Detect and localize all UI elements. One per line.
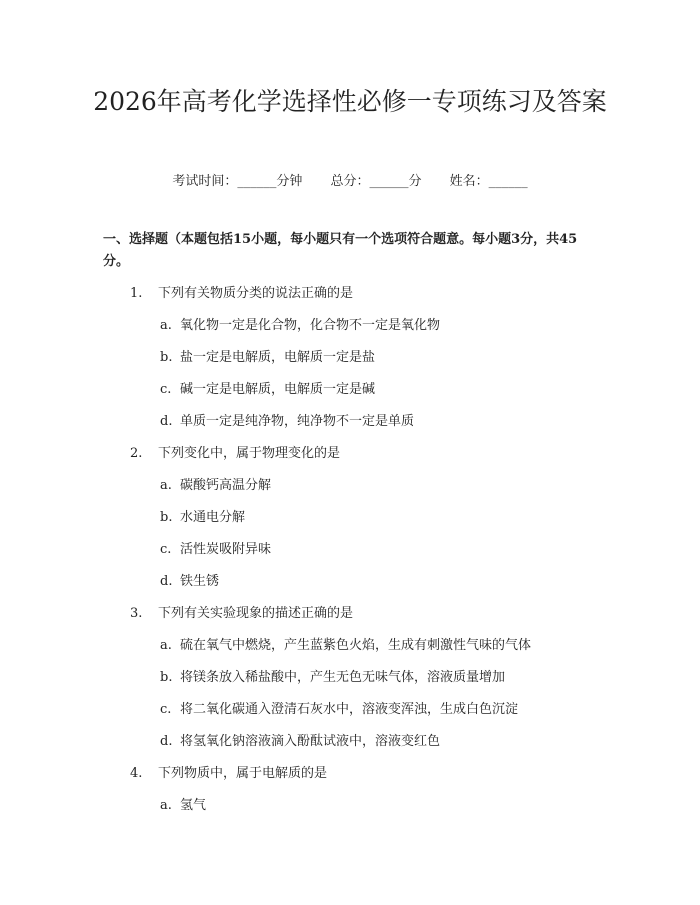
option-letter: b.: [160, 350, 173, 365]
option-text: 碱一定是电解质，电解质一定是碱: [180, 382, 376, 397]
option-text: 单质一定是纯净物，纯净物不一定是单质: [180, 414, 415, 429]
question-number: 1.: [130, 286, 143, 301]
question-3-option-c: [160, 698, 518, 717]
option-text: 铁生锈: [180, 574, 220, 589]
option-text: 将镁条放入稀盐酸中，产生无色无味气体，溶液质量增加: [180, 670, 506, 685]
question-1-option-d: [160, 410, 414, 429]
total-score: 总分：______分: [330, 174, 422, 189]
option-text: 氢气: [180, 798, 207, 813]
question-4-option-a: [160, 794, 206, 813]
question-2-option-b: [160, 506, 245, 525]
option-text: 将氢氧化钠溶液滴入酚酞试液中，溶液变红色: [180, 734, 441, 749]
question-1: [130, 282, 353, 301]
option-letter: a.: [160, 318, 172, 333]
option-text: 盐一定是电解质，电解质一定是盐: [180, 350, 376, 365]
section-heading: 一、选择题（本题包括15小题，每小题只有一个选项符合题意。每小题3分，共45分。: [103, 232, 578, 269]
question-1-option-b: [160, 346, 375, 365]
option-letter: c.: [160, 702, 172, 717]
exam-info: [0, 170, 700, 189]
document-title: 2026年高考化学选择性必修一专项练习及答案: [93, 87, 607, 116]
question-3-option-b: [160, 666, 505, 685]
option-letter: b.: [160, 510, 173, 525]
option-letter: d.: [160, 414, 173, 429]
exam-time: 考试时间：______分钟: [172, 174, 303, 189]
question-number: 3.: [130, 606, 143, 621]
question-text: 下列变化中，属于物理变化的是: [158, 446, 341, 461]
question-text: 下列有关实验现象的描述正确的是: [158, 606, 354, 621]
option-letter: a.: [160, 638, 172, 653]
option-letter: b.: [160, 670, 173, 685]
question-text: 下列有关物质分类的说法正确的是: [158, 286, 354, 301]
option-letter: c.: [160, 382, 172, 397]
question-3-option-d: [160, 730, 440, 749]
question-3-option-a: [160, 634, 531, 653]
question-1-option-c: [160, 378, 375, 397]
student-name: 姓名：______: [449, 174, 528, 189]
option-letter: a.: [160, 478, 172, 493]
question-2-option-c: [160, 538, 271, 557]
option-letter: c.: [160, 542, 172, 557]
question-number: 2.: [130, 446, 143, 461]
option-letter: d.: [160, 574, 173, 589]
question-2: [130, 442, 340, 461]
option-text: 将二氧化碳通入澄清石灰水中，溶液变浑浊，生成白色沉淀: [180, 702, 519, 717]
option-text: 硫在氧气中燃烧，产生蓝紫色火焰，生成有刺激性气味的气体: [180, 638, 532, 653]
option-text: 活性炭吸附异味: [180, 542, 272, 557]
question-3: [130, 602, 353, 621]
question-4: [130, 762, 327, 781]
question-2-option-a: [160, 474, 271, 493]
question-2-option-d: [160, 570, 219, 589]
question-number: 4.: [130, 766, 143, 781]
question-1-option-a: [160, 314, 440, 333]
option-text: 碳酸钙高温分解: [180, 478, 272, 493]
question-text: 下列物质中，属于电解质的是: [158, 766, 328, 781]
option-letter: d.: [160, 734, 173, 749]
option-text: 氧化物一定是化合物，化合物不一定是氧化物: [180, 318, 441, 333]
option-text: 水通电分解: [180, 510, 246, 525]
option-letter: a.: [160, 798, 172, 813]
